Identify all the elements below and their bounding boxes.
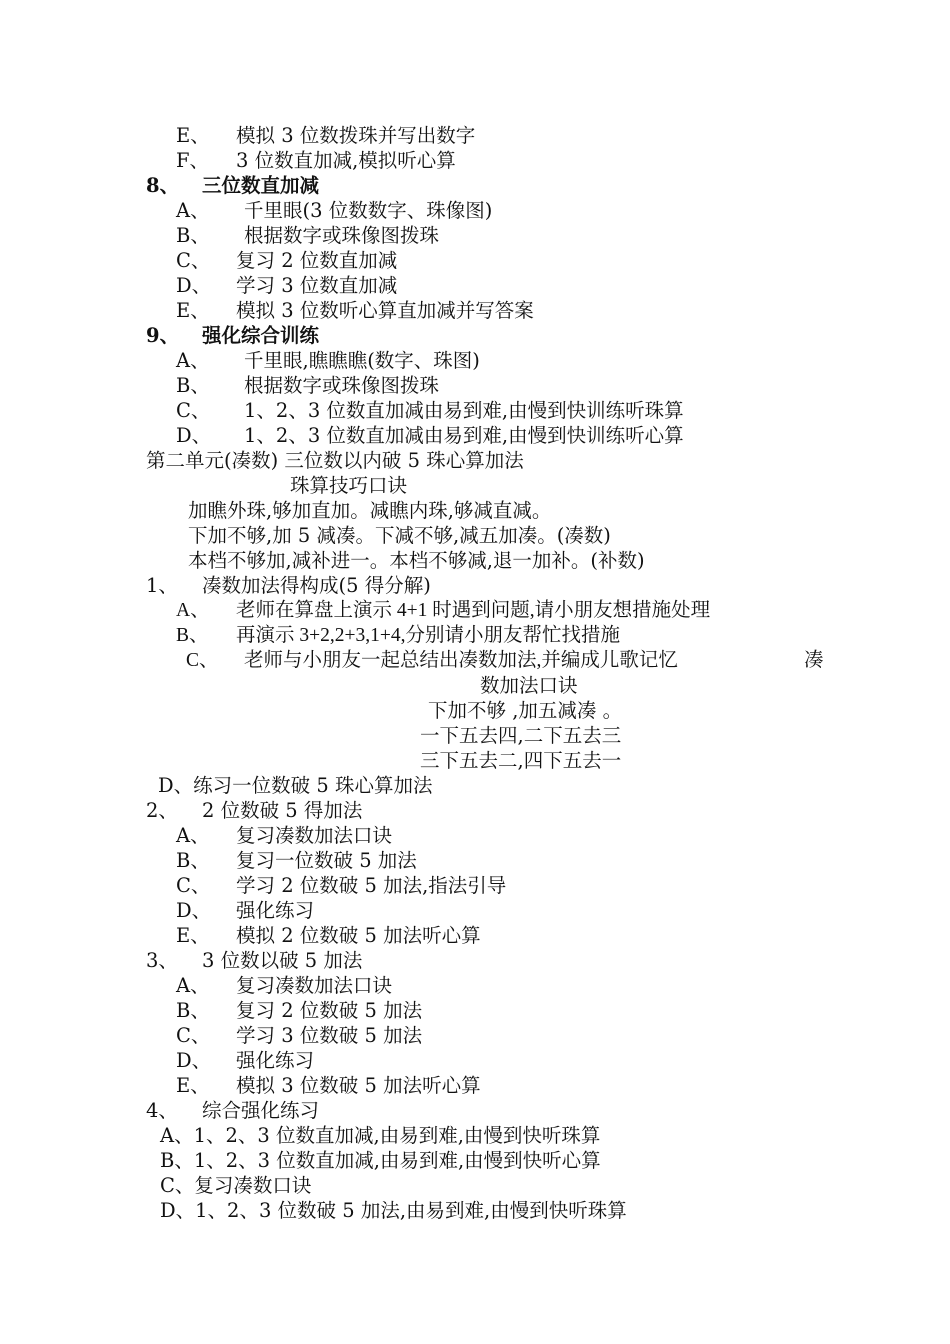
item-marker: A、 — [176, 974, 210, 997]
item-marker: E、 — [176, 299, 210, 322]
item-marker: E、 — [176, 924, 210, 947]
mnemonic-title-text: 珠算技巧口诀 — [290, 474, 408, 497]
item-text: 模拟 3 位数破 5 加法听心算 — [236, 1074, 481, 1097]
heading-number: 1、 — [146, 574, 178, 597]
mnemonic-title-text: 数加法口诀 — [480, 674, 578, 697]
item-text: 根据数字或珠像图拨珠 — [244, 374, 440, 397]
item-marker: C、 — [176, 874, 211, 897]
mnemonic-text: 加瞧外珠,够加直加。减瞧内珠,够减直减。 — [188, 499, 552, 522]
item-marker: A、 — [176, 349, 210, 372]
item-text: 模拟 3 位数听心算直加减并写答案 — [236, 299, 534, 322]
heading-text: 三位数直加减 — [202, 174, 320, 197]
item-text: D、1、2、3 位数破 5 加法,由易到难,由慢到快听珠算 — [160, 1199, 627, 1222]
item-marker: B、 — [176, 999, 210, 1022]
heading-number: 9、 — [146, 324, 180, 347]
item-marker: C、 — [176, 399, 211, 422]
item-marker: D、 — [176, 424, 212, 447]
heading-number: 2、 — [146, 799, 178, 822]
item-marker: D、 — [176, 274, 212, 297]
item-text-tail: 凑 — [804, 650, 824, 671]
heading-number: 3、 — [146, 949, 178, 972]
item-text: 1、2、3 位数直加减由易到难,由慢到快训练听心算 — [244, 424, 684, 447]
item-text: 复习凑数加法口诀 — [236, 824, 393, 847]
item-text: 复习凑数加法口诀 — [236, 974, 393, 997]
heading-text: 强化综合训练 — [202, 324, 320, 347]
item-marker: C、 — [186, 650, 219, 671]
item-text: D、练习一位数破 5 珠心算加法 — [158, 774, 433, 797]
item-marker: F、 — [176, 149, 210, 172]
mnemonic-text: 下加不够,加 5 减凑。下减不够,减五加凑。(凑数) — [188, 524, 611, 547]
item-text: 千里眼(3 位数数字、珠像图) — [244, 199, 493, 222]
item-marker: B、 — [176, 374, 210, 397]
heading-text: 3 位数以破 5 加法 — [202, 949, 363, 972]
item-text: 复习 2 位数破 5 加法 — [236, 999, 423, 1022]
item-text: 老师与小朋友一起总结出凑数加法,并编成儿歌记忆 — [244, 650, 678, 671]
item-marker: E、 — [176, 1074, 210, 1097]
unit-title-text: 第二单元(凑数) 三位数以内破 5 珠心算加法 — [146, 449, 524, 472]
item-text: 模拟 3 位数拨珠并写出数字 — [236, 124, 476, 147]
mnemonic-text: 三下五去二,四下五去一 — [420, 749, 622, 772]
item-text: 3 位数直加减,模拟听心算 — [236, 149, 456, 172]
mnemonic-text: 本档不够加,减补进一。本档不够减,退一加补。(补数) — [188, 549, 645, 572]
item-marker: B、 — [176, 849, 210, 872]
item-text: 强化练习 — [236, 899, 315, 922]
item-text: 学习 3 位数直加减 — [236, 274, 398, 297]
item-marker: A、 — [176, 199, 210, 222]
item-marker: D、 — [176, 899, 212, 922]
heading-text: 综合强化练习 — [202, 1099, 320, 1122]
item-marker: E、 — [176, 124, 210, 147]
item-marker: A、 — [176, 600, 210, 621]
item-marker: C、 — [176, 249, 211, 272]
heading-number: 4、 — [146, 1099, 178, 1122]
item-text: C、复习凑数口诀 — [160, 1174, 312, 1197]
item-text: 1、2、3 位数直加减由易到难,由慢到快训练听珠算 — [244, 399, 684, 422]
item-text: 学习 2 位数破 5 加法,指法引导 — [236, 874, 507, 897]
item-text: 老师在算盘上演示 4+1 时遇到问题,请小朋友想措施处理 — [236, 600, 711, 621]
item-marker: A、 — [176, 824, 210, 847]
item-text: 学习 3 位数破 5 加法 — [236, 1024, 423, 1047]
heading-number: 8、 — [146, 174, 180, 197]
item-text: 千里眼,瞧瞧瞧(数字、珠图) — [244, 349, 480, 372]
item-marker: B、 — [176, 625, 209, 646]
heading-text: 2 位数破 5 得加法 — [202, 799, 363, 822]
mnemonic-text: 下加不够 ,加五减凑 。 — [428, 699, 623, 722]
heading-text: 凑数加法得构成(5 得分解) — [202, 574, 431, 597]
mnemonic-text: 一下五去四,二下五去三 — [420, 724, 622, 747]
item-text: A、1、2、3 位数直加减,由易到难,由慢到快听珠算 — [160, 1124, 601, 1147]
item-text: 再演示 3+2,2+3,1+4,分别请小朋友帮忙找措施 — [236, 625, 620, 646]
item-text: 强化练习 — [236, 1049, 315, 1072]
item-marker: C、 — [176, 1024, 211, 1047]
item-marker: D、 — [176, 1049, 212, 1072]
item-marker: B、 — [176, 224, 210, 247]
item-text: 复习 2 位数直加减 — [236, 249, 398, 272]
item-text: 模拟 2 位数破 5 加法听心算 — [236, 924, 481, 947]
item-text: B、1、2、3 位数直加减,由易到难,由慢到快听心算 — [160, 1149, 601, 1172]
item-text: 根据数字或珠像图拨珠 — [244, 224, 440, 247]
item-text: 复习一位数破 5 加法 — [236, 849, 417, 872]
